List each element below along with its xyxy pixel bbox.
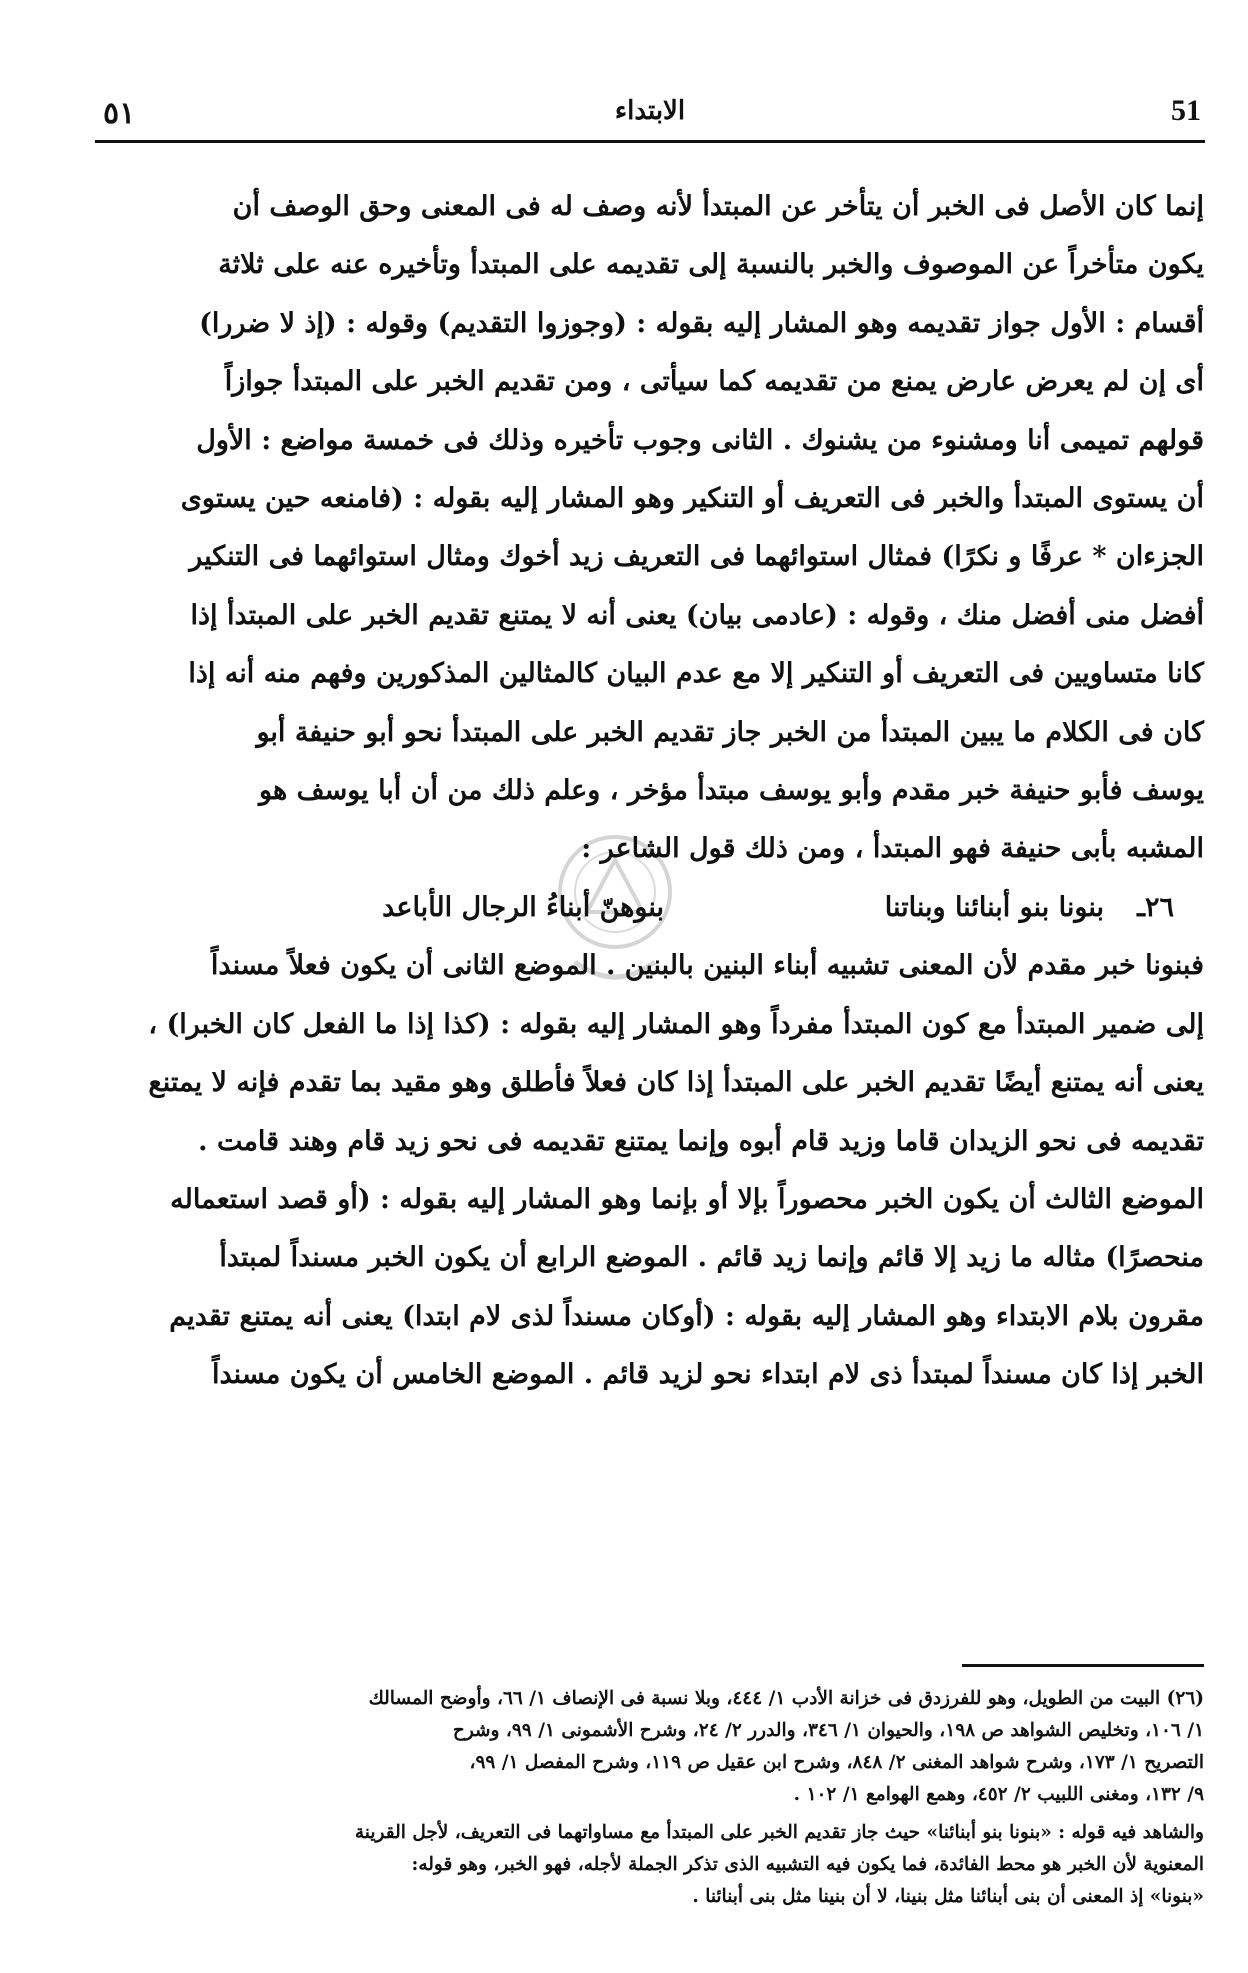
footnote-line: ١/ ١٠٦، وتخليص الشواهد ص ١٩٨، والحيوان ١/ ٣٤٦، والدرر ٢/ ٢٤، وشرح الأشمونى ١/ ٩٩، وشرح <box>452 1720 1204 1741</box>
text-line: تقديمه فى نحو الزيدان قاما وزيد قام أبوه وإنما يمتنع تقديمه فى نحو زيد قام وهند قامت . <box>198 1125 1204 1157</box>
text-line: أفضل منى أفضل منك ، وقوله : (عادمى بيان) يعنى أنه لا يمتنع تقديم الخبر على المبتدأ إذا <box>190 599 1204 631</box>
text-line: يوسف فأبو حنيفة خبر مقدم وأبو يوسف مبتدأ مؤخر ، وعلم ذلك من أن أبا يوسف هو <box>259 775 1204 807</box>
text-line: يكون متأخراً عن الموصوف والخبر بالنسبة إلى تقديمه على المبتدأ وتأخيره عنه على ثلاثة <box>218 249 1204 281</box>
text-line: الموضع الثالث أن يكون الخبر محصوراً بإلا أو بإنما وهو المشار إليه بقوله : (أو قصد استعماله <box>170 1183 1204 1215</box>
text-line: إلى ضمير المبتدأ مع كون المبتدأ مفرداً وهو المشار إليه بقوله : (كذا إذا ما الفعل كان الخبرا) ، <box>148 1008 1204 1040</box>
text-line: أن يستوى المبتدأ والخبر فى التعريف أو التنكير وهو المشار إليه بقوله : (فامنعه حين يستوى <box>180 483 1204 515</box>
text-line: الخبر إذا كان مسنداً لمبتدأ ذى لام ابتداء نحو لزيد قائم . الموضع الخامس أن يكون مسنداً <box>212 1359 1204 1391</box>
text-line: إنما كان الأصل فى الخبر أن يتأخر عن المبتدأ لأنه وصف له فى المعنى وحق الوصف أن <box>232 191 1204 222</box>
footnote-line: ٩/ ١٣٢، ومغنى اللبيب ٢/ ٤٥٢، وهمع الهوامع ١/ ١٠٢ . <box>793 1784 1204 1805</box>
text-line: قولهم تميمى أنا ومشنوء من يشنوك . الثانى وجوب تأخيره وذلك فى خمسة مواضع : الأول <box>196 424 1204 456</box>
text-line: كان فى الكلام ما يبين المبتدأ من الخبر جاز تقديم الخبر على المبتدأ نحو أبو حنيفة أبو <box>256 716 1204 748</box>
text-line: أى إن لم يعرض عارض يمنع من تقديمه كما سيأتى ، ومن تقديم الخبر على المبتدأ جوازاً <box>224 366 1204 398</box>
footnote-line: (٢٦) البيت من الطويل، وهو للفرزدق فى خزانة الأدب ١/ ٤٤٤، وبلا نسبة فى الإنصاف ١/ ٦٦، وأوضح المسالك <box>368 1688 1204 1709</box>
page-header <box>95 92 1205 136</box>
poetry-verse <box>92 879 1204 937</box>
text-line: الجزءان * عرفًا و نكرًا) فمثال استوائهما فى التعريف زيد أخوك ومثال استوائهما فى التنكير <box>189 541 1204 573</box>
footnote-explanation-line: المعنوية لأن الخبر هو محط الفائدة، فما يكون فيه التشبيه الذى تذكر الجملة لأجله، فهو الخبر، وهو قوله: <box>411 1854 1204 1875</box>
footnotes <box>92 1683 1204 1913</box>
text-line: يعنى أنه يمتنع أيضًا تقديم الخبر على المبتدأ إذا كان فعلاً فأطلق وهو مقيد بما تقدم فإنه لا يمتنع <box>148 1067 1204 1099</box>
footnote-rule <box>962 1664 1204 1667</box>
footnote-explanation-line: والشاهد فيه قوله : «بنونا بنو أبنائنا» حيث جاز تقديم الخبر على المبتدأ مع مساواتهما فى التعريف، لأجل القرينة <box>354 1822 1204 1843</box>
footnote-line: التصريح ١/ ١٧٣، وشرح شواهد المغنى ٢/ ٨٤٨، وشرح ابن عقيل ص ١١٩، وشرح المفصل ١/ ٩٩، <box>469 1752 1204 1773</box>
text-line: أقسام : الأول جواز تقديمه وهو المشار إليه بقوله : (وجوزوا التقديم) وقوله : (إذ لا ضررا) <box>199 307 1204 339</box>
text-line: مقرون بلام الابتداء وهو المشار إليه بقوله : (أوكان مسنداً لذى لام ابتدا) يعنى أنه يمتنع تقديم <box>169 1300 1204 1332</box>
page-number-latin: 51 <box>1171 94 1201 127</box>
footnote-explanation-line: «بنونا» إذ المعنى أن بنى أبنائنا مثل بنينا، لا أن بنينا مثل بنى أبنائنا . <box>692 1886 1204 1907</box>
text-line: فبنونا خبر مقدم لأن المعنى تشبيه أبناء البنين بالبنين . الموضع الثانى أن يكون فعلاً مسنداً <box>210 950 1204 982</box>
main-text <box>92 178 1204 1405</box>
text-line: منحصرًا) مثاله ما زيد إلا قائم وإنما زيد قائم . الموضع الرابع أن يكون الخبر مسنداً لمبتدأ <box>219 1242 1204 1274</box>
header-rule <box>95 140 1205 143</box>
verse-number: ٢٦ـ <box>1137 891 1174 923</box>
text-line: كانا متساويين فى التعريف أو التنكير إلا مع عدم البيان كالمثالين المذكورين وفهم منه أنه إذا <box>188 658 1204 690</box>
verse-hemistich-1: بنونا بنو أبنائنا وبناتنا <box>884 891 1104 923</box>
running-title: الابتداء <box>614 96 686 126</box>
text-line: المشبه بأبى حنيفة فهو المبتدأ ، ومن ذلك قول الشاعر : <box>581 833 1204 865</box>
verse-hemistich-2: بنوهنّ أبناءُ الرجال الأباعد <box>382 891 664 923</box>
page-number-arabic: ٥١ <box>103 96 136 131</box>
